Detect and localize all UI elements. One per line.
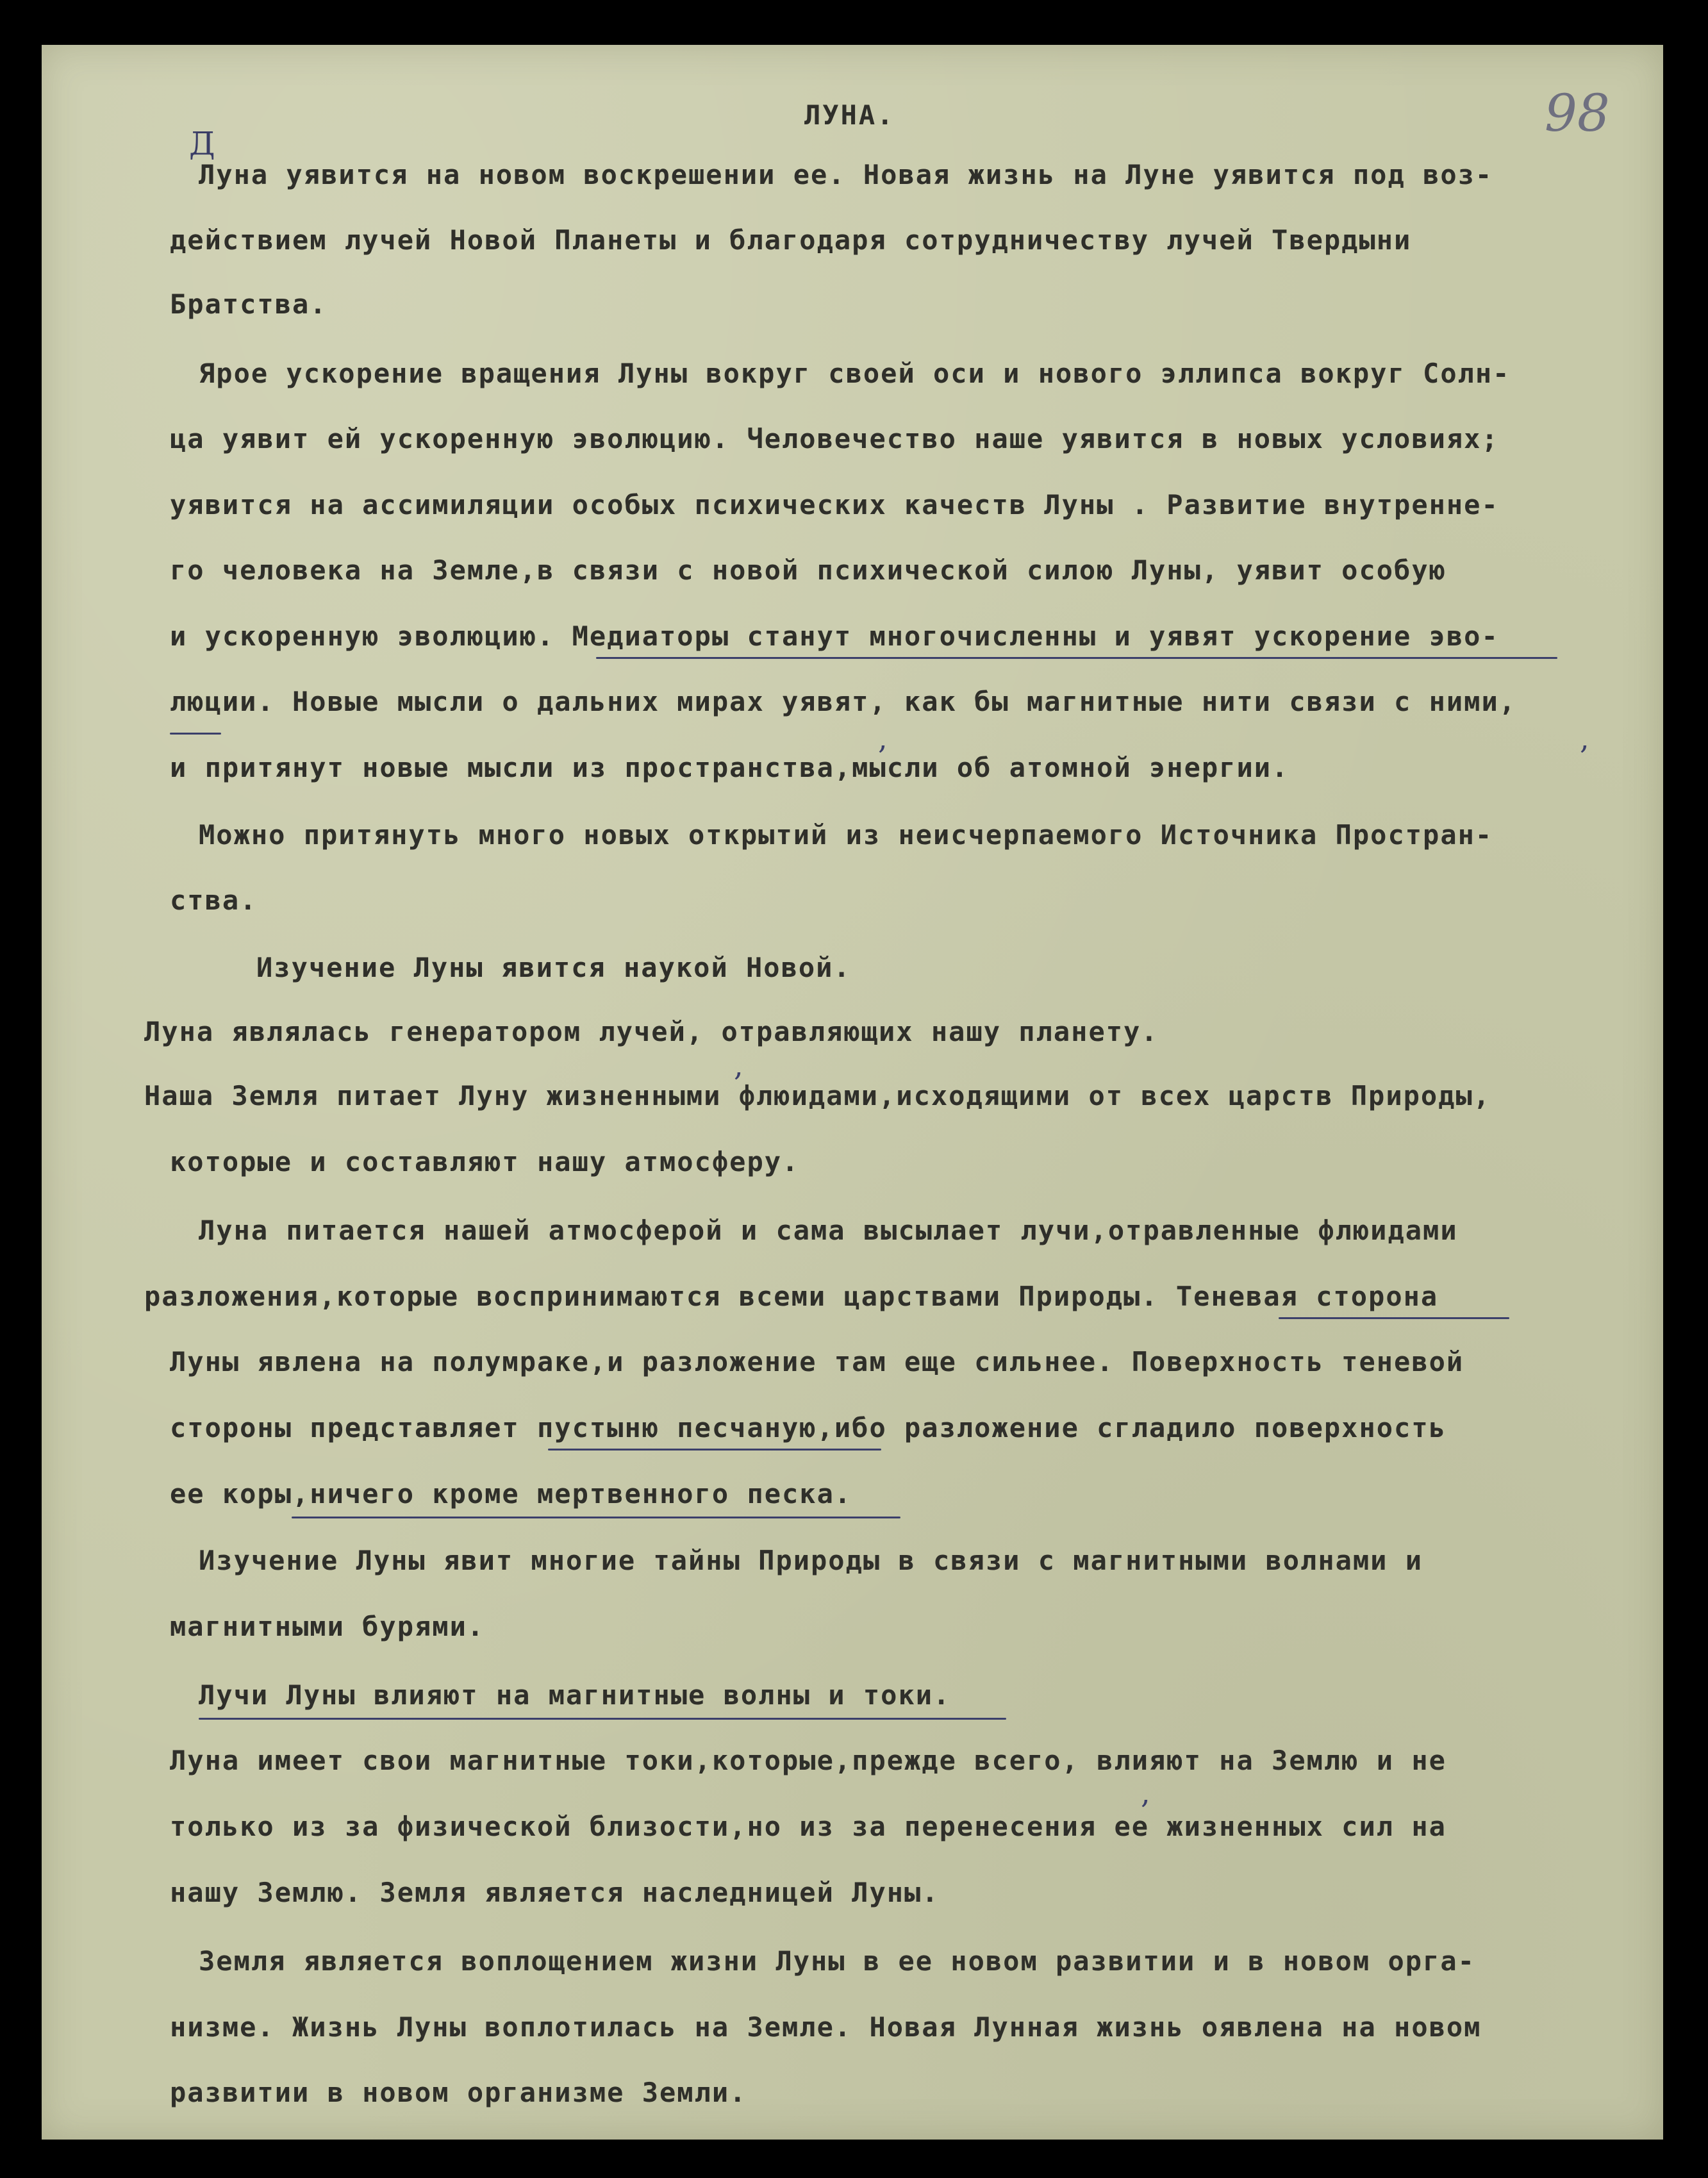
text-line: ца уявит ей ускоренную эволюцию. Человечество наше уявится в новых условиях; (170, 423, 1499, 454)
pen-underline (170, 733, 221, 735)
text-line: магнитными бурями. (170, 1611, 485, 1642)
text-line: уявится на ассимиляции особых психических качеств Луны . Развитие внутренне- (170, 489, 1499, 520)
page-title: ЛУНА. (804, 99, 895, 131)
pen-underline (1279, 1317, 1509, 1319)
pen-underline (548, 1449, 881, 1451)
text-line: стороны представляет пустыню песчаную,ибо разложение сгладило поверхность (170, 1412, 1447, 1443)
text-line: Изучение Луны явится наукой Новой. (256, 952, 851, 983)
text-line: ства. (170, 885, 258, 916)
text-line: Изучение Луны явит многие тайны Природы в связи с магнитными волнами и (199, 1545, 1423, 1576)
margin-mark: Д (189, 125, 215, 162)
pen-underline (596, 657, 1557, 659)
text-line: го человека на Земле,в связи с новой психической силою Луны, уявит особую (170, 554, 1447, 586)
text-line: развитии в новом организме Земли. (170, 2077, 747, 2108)
text-line: действием лучей Новой Планеты и благодаря сотрудничеству лучей Твердыни (170, 224, 1412, 256)
text-line: ее коры,ничего кроме мертвенного песка. (170, 1478, 852, 1509)
pen-comma-mark: , (1141, 1775, 1150, 1810)
pen-comma-mark: , (1580, 721, 1589, 756)
text-line: Луна уявится на новом воскрешении ее. Новая жизнь на Луне уявится под воз- (199, 159, 1493, 190)
text-line: и ускоренную эволюцию. Медиаторы станут многочисленны и уявят ускорение эво- (170, 620, 1499, 652)
pen-underline (292, 1517, 900, 1518)
text-line: Луна питается нашей атмосферой и сама высылает лучи,отравленные флюидами (199, 1215, 1458, 1246)
text-line: низме. Жизнь Луны воплотилась на Земле. Новая Лунная жизнь оявлена на новом (170, 2011, 1482, 2043)
pen-underline (199, 1718, 1006, 1720)
text-line: нашу Землю. Земля является наследницей Луны. (170, 1877, 940, 1908)
pen-comma-mark: , (878, 721, 888, 756)
text-line: разложения,которые воспринимаются всеми царствами Природы. Теневая сторона (144, 1281, 1439, 1312)
text-line: люции. Новые мысли о дальних мирах уявят, как бы магнитные нити связи с ними, (170, 686, 1517, 717)
text-line: Братства. (170, 288, 328, 320)
text-line: которые и составляют нашу атмосферу. (170, 1146, 800, 1177)
text-line: Земля является воплощением жизни Луны в ее новом развитии и в новом орга- (199, 1945, 1475, 1977)
text-line: и притянут новые мысли из пространства,мысли об атомной энергии. (170, 752, 1289, 783)
text-line: Луна имеет свои магнитные токи,которые,прежде всего, влияют на Землю и не (170, 1745, 1447, 1776)
text-line: только из за физической близости,но из за перенесения ее жизненных сил на (170, 1811, 1447, 1842)
pen-comma-mark: , (734, 1048, 743, 1083)
document-page (42, 45, 1663, 2140)
text-line: Наша Земля питает Луну жизненными флюидами,исходящими от всех царств Природы, (144, 1080, 1491, 1111)
page-number: 98 (1545, 83, 1610, 143)
text-line: Луна являлась генератором лучей, отравляющих нашу планету. (144, 1016, 1159, 1047)
text-line: Луны явлена на полумраке,и разложение там еще сильнее. Поверхность теневой (170, 1346, 1464, 1377)
text-line: Лучи Луны влияют на магнитные волны и токи. (199, 1679, 951, 1711)
text-line: Ярое ускорение вращения Луны вокруг своей оси и нового эллипса вокруг Солн- (199, 358, 1511, 389)
text-line: Можно притянуть много новых открытий из неисчерпаемого Источника Простран- (199, 819, 1493, 851)
